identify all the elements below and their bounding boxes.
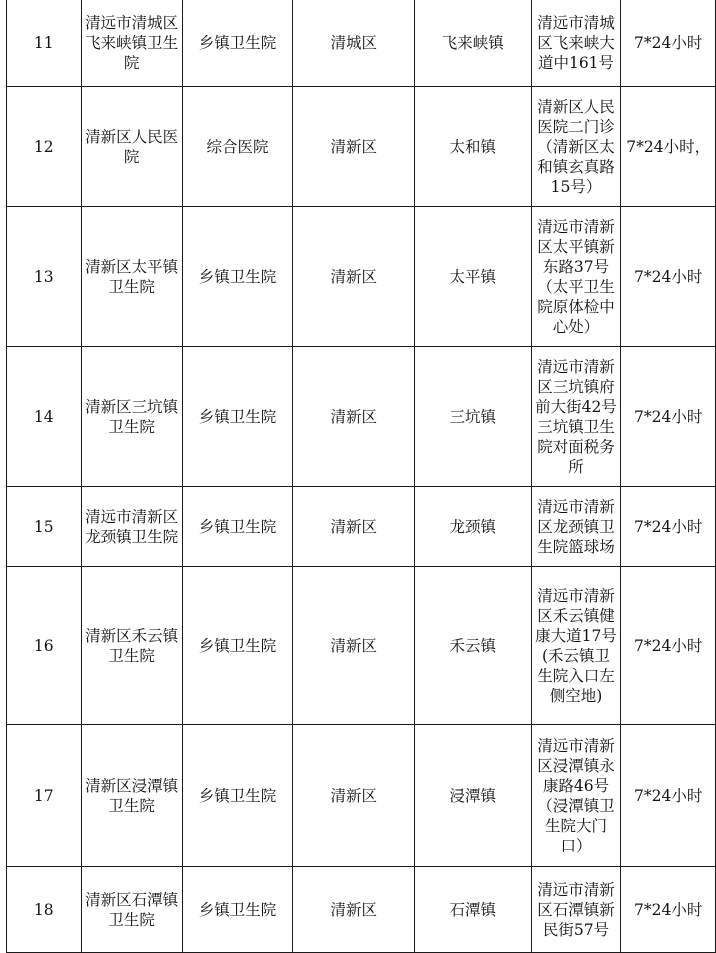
row-number-cell: 11 xyxy=(7,0,82,87)
table-row xyxy=(7,867,716,953)
service-hours-cell: 7*24小时 xyxy=(621,207,716,347)
row-number-cell: 17 xyxy=(7,725,82,867)
table-row xyxy=(7,487,716,567)
table-row xyxy=(7,207,716,347)
service-hours-cell: 7*24小时 xyxy=(621,347,716,487)
vaccination-sites-table xyxy=(6,0,716,953)
service-hours-cell: 7*24小时 xyxy=(621,0,716,87)
address-cell: 清远市清新区浸潭镇永康路46号（浸潭镇卫生院大门口） xyxy=(531,725,621,867)
table-row xyxy=(7,87,716,207)
service-hours-cell: 7*24小时 xyxy=(621,725,716,867)
town-cell: 太和镇 xyxy=(414,87,531,207)
facility-type-cell: 乡镇卫生院 xyxy=(182,867,293,953)
site-name-cell: 清新区石潭镇卫生院 xyxy=(81,867,182,953)
row-number-cell: 12 xyxy=(7,87,82,207)
address-cell: 清远市清新区太平镇新东路37号（太平卫生院原体检中心处） xyxy=(531,207,621,347)
site-name-cell: 清新区禾云镇卫生院 xyxy=(81,567,182,725)
town-cell: 浸潭镇 xyxy=(414,725,531,867)
site-name-cell: 清新区太平镇卫生院 xyxy=(81,207,182,347)
site-name-cell: 清新区人民医院 xyxy=(81,87,182,207)
address-cell: 清远市清新区禾云镇健康大道17号(禾云镇卫生院入口左侧空地) xyxy=(531,567,621,725)
town-cell: 飞来峡镇 xyxy=(414,0,531,87)
service-hours-cell: 7*24小时， xyxy=(621,87,716,207)
address-cell: 清远市清城区飞来峡大道中161号 xyxy=(531,0,621,87)
table-row xyxy=(7,347,716,487)
facility-type-cell: 乡镇卫生院 xyxy=(182,0,293,87)
table-row xyxy=(7,567,716,725)
facility-type-cell: 乡镇卫生院 xyxy=(182,567,293,725)
address-cell: 清远市清新区石潭镇新民街57号 xyxy=(531,867,621,953)
facility-type-cell: 综合医院 xyxy=(182,87,293,207)
site-name-cell: 清新区浸潭镇卫生院 xyxy=(81,725,182,867)
facility-type-cell: 乡镇卫生院 xyxy=(182,487,293,567)
district-cell: 清新区 xyxy=(293,487,415,567)
address-cell: 清远市清新区三坑镇府前大街42号三坑镇卫生院对面税务所 xyxy=(531,347,621,487)
service-hours-cell: 7*24小时 xyxy=(621,867,716,953)
town-cell: 石潭镇 xyxy=(414,867,531,953)
district-cell: 清新区 xyxy=(293,867,415,953)
table-body xyxy=(7,0,716,953)
row-number-cell: 16 xyxy=(7,567,82,725)
facility-type-cell: 乡镇卫生院 xyxy=(182,725,293,867)
row-number-cell: 15 xyxy=(7,487,82,567)
town-cell: 禾云镇 xyxy=(414,567,531,725)
site-name-cell: 清远市清新区龙颈镇卫生院 xyxy=(81,487,182,567)
town-cell: 太平镇 xyxy=(414,207,531,347)
district-cell: 清城区 xyxy=(293,0,415,87)
site-name-cell: 清远市清城区飞来峡镇卫生院 xyxy=(81,0,182,87)
row-number-cell: 14 xyxy=(7,347,82,487)
facility-type-cell: 乡镇卫生院 xyxy=(182,207,293,347)
district-cell: 清新区 xyxy=(293,567,415,725)
district-cell: 清新区 xyxy=(293,87,415,207)
address-cell: 清远市清新区龙颈镇卫生院篮球场 xyxy=(531,487,621,567)
facility-type-cell: 乡镇卫生院 xyxy=(182,347,293,487)
table-row xyxy=(7,725,716,867)
row-number-cell: 18 xyxy=(7,867,82,953)
table-row xyxy=(7,0,716,87)
service-hours-cell: 7*24小时 xyxy=(621,567,716,725)
town-cell: 龙颈镇 xyxy=(414,487,531,567)
town-cell: 三坑镇 xyxy=(414,347,531,487)
address-cell: 清新区人民医院二门诊（清新区太和镇玄真路15号） xyxy=(531,87,621,207)
district-cell: 清新区 xyxy=(293,725,415,867)
district-cell: 清新区 xyxy=(293,207,415,347)
row-number-cell: 13 xyxy=(7,207,82,347)
district-cell: 清新区 xyxy=(293,347,415,487)
service-hours-cell: 7*24小时 xyxy=(621,487,716,567)
site-name-cell: 清新区三坑镇卫生院 xyxy=(81,347,182,487)
